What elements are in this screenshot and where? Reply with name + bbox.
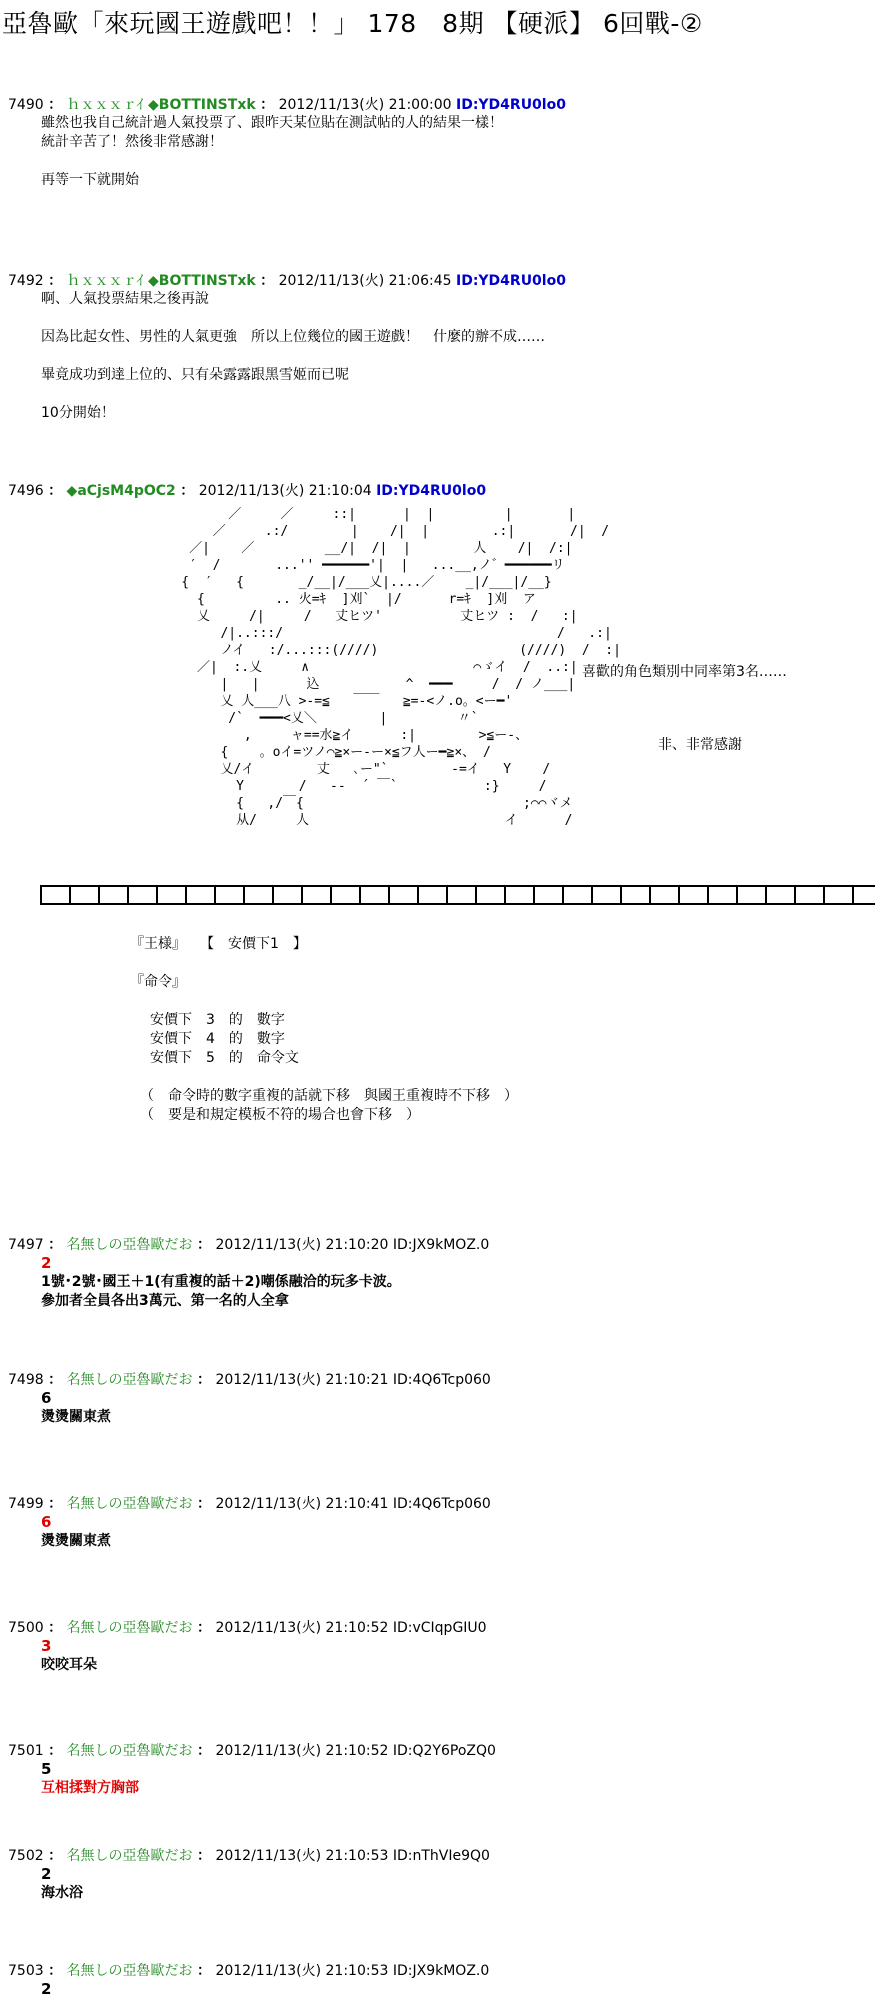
separator: ： [197,1963,211,1979]
separator: ： [48,273,63,289]
post-value: 2 [41,1865,52,1883]
ruler-tick [446,885,448,905]
post-date: 2012/11/13(火) 21:10:53 [215,1848,389,1864]
separator: ： [197,1848,211,1864]
post-line: 10分開始！ [41,405,115,421]
post-date: 2012/11/13(火) 21:10:52 [215,1620,389,1636]
post-value: 2 [41,1254,52,1272]
separator: ： [48,1848,63,1864]
separator: ： [197,1743,211,1759]
separator: ： [48,1237,63,1253]
separator: ： [260,273,275,289]
separator: ： [197,1496,211,1512]
poster-name: ｈｘｘｘｒｲ [66,97,144,113]
post-header [8,272,868,290]
post-date: 2012/11/13(火) 21:10:53 [215,1963,389,1979]
post-7501 [8,1742,868,1798]
post-number[interactable]: 7497 [8,1237,44,1253]
ruler-tick [649,885,651,905]
post-date: 2012/11/13(火) 21:06:45 [278,273,452,289]
poster-name: 名無しの亞魯歐だお [66,1848,193,1864]
post-line: 雖然也我自己統計過人氣投票了、跟昨天某位貼在測試帖的人的結果一樣！ [41,115,503,131]
ruler-tick [40,885,42,905]
post-7502 [8,1847,868,1903]
post-date: 2012/11/13(火) 21:10:41 [215,1496,389,1512]
ruler-tick [98,885,100,905]
post-body [41,1980,868,1999]
separator: ： [48,483,63,499]
ruler-tick [127,885,129,905]
post-date: 2012/11/13(火) 21:10:52 [215,1743,389,1759]
post-7503 [8,1962,868,1999]
post-body [41,114,868,190]
order-line: 安價下 4 的 數字 [150,1031,285,1047]
separator: ： [48,1620,63,1636]
aa-side-text: 喜歡的角色類別中同率第3名…… [582,664,787,680]
post-date: 2012/11/13(火) 21:00:00 [278,97,452,113]
post-number[interactable]: 7500 [8,1620,44,1636]
post-text: 燙燙關東煮 [41,1533,111,1549]
ruler-tick [475,885,477,905]
post-body [41,1637,868,1675]
poster-name: 名無しの亞魯歐だお [66,1620,193,1636]
post-line: 統計辛苦了！然後非常感謝！ [41,134,223,150]
ruler-tick [156,885,158,905]
post-7492 [8,272,868,423]
ruler-tick [736,885,738,905]
post-date: 2012/11/13(火) 21:10:21 [215,1372,389,1388]
separator: ： [48,97,63,113]
post-value: 2 [41,1980,52,1998]
poster-name: 名無しの亞魯歐だお [66,1372,193,1388]
aa-side-text: 非、非常感謝 [658,737,742,753]
ruler-tick [388,885,390,905]
separator: ： [260,97,275,113]
poster-name: 名無しの亞魯歐だお [66,1237,193,1253]
poster-id[interactable]: ID:vCIqpGIU0 [392,1620,487,1636]
post-7499 [8,1495,868,1551]
poster-name: 名無しの亞魯歐だお [66,1496,193,1512]
post-body [41,1760,868,1798]
ruler-tick [794,885,796,905]
post-text: 咬咬耳朵 [41,1657,97,1673]
ruler-tick [243,885,245,905]
ruler-tick [359,885,361,905]
ruler-tick [620,885,622,905]
post-text: 海水浴 [41,1885,83,1901]
thread-title: 亞魯歐「來玩國王遊戲吧！！」 178 8期 【硬派】 6回戰-② [2,9,703,38]
post-line: 再等一下就開始 [41,172,139,188]
post-7498 [8,1371,868,1427]
post-header [8,1371,868,1389]
post-number[interactable]: 7503 [8,1963,44,1979]
post-number[interactable]: 7490 [8,97,44,113]
post-body [41,1513,868,1551]
post-header [8,1847,868,1865]
poster-id[interactable]: ID:JX9kMOZ.0 [392,1963,490,1979]
post-header [8,96,868,114]
post-number[interactable]: 7498 [8,1372,44,1388]
poster-name: ｈｘｘｘｒｲ [66,273,144,289]
note-line: （ 命令時的數字重複的話就下移 與國王重複時不下移 ） [140,1088,518,1104]
order-label: 『命令』 [130,974,186,990]
post-7496 [8,482,868,500]
poster-id[interactable]: ID:4Q6Tcp060 [392,1496,491,1512]
post-header [8,1619,868,1637]
poster-id[interactable]: ID:YD4RU0lo0 [455,97,566,113]
ruler-tick [185,885,187,905]
post-number[interactable]: 7501 [8,1743,44,1759]
separator: ： [180,483,195,499]
ruler-tick [69,885,71,905]
separator: ： [197,1620,211,1636]
ruler-tick [562,885,564,905]
king-label: 『王様』 [130,936,179,952]
command-block [130,935,518,1125]
post-number[interactable]: 7492 [8,273,44,289]
ascii-art: ／ ／ ::| | | | | ／ .:/ | /| | .:| /| / ／| ／ __/| /| | 人 /| /:| ′ / ...'' ━━━━━━'| | ...__,ノ゛━━━━━━リ { ′ { _/__|/___乂|....／ _|/___|/__} { .. 火=ｷ ]刈` |/ r=ｷ ]刈 ア 乂 /| / 丈ヒツ' 丈ヒツ : / :| /|..:::/ / .:| ノイ :/...:::(////) (////) / :| ／| :.乂 ∧ ⌒ゞイ / ..:| | | 込 ^ ━━━ / / ノ___| 乂 人___八 >-=≦ ￣￣ ≧=-<ノ.o。<ー━' /` ━━━<乂＼ | 〃` , ャ==水≧イ :| >≦ー-、 { 。oイ=ツノ⌒≧×ー-ー×≦フ人ー━≧×、 / 乂/イ 丈 ､ー"` -=イ Y / Y / -- ´ ￣` :} / { ,/￣{ ;⌒⌒ヾメ 从/ 人 イ / [181,507,621,828]
post-text: 1號･2號･國王＋1(有重複的話＋2)嘲係融洽的玩多卡波。 參加者全員各出3萬元、第一名的人全拿 [41,1274,401,1309]
post-value: 3 [41,1637,52,1655]
post-date: 2012/11/13(火) 21:10:04 [198,483,372,499]
poster-id[interactable]: ID:YD4RU0lo0 [455,273,566,289]
separator: ： [48,1743,63,1759]
post-header [8,1962,868,1980]
post-7490 [8,96,868,190]
post-7497 [8,1236,868,1311]
poster-id[interactable]: ID:Q2Y6PoZQ0 [392,1743,496,1759]
poster-id[interactable]: ID:4Q6Tcp060 [392,1372,491,1388]
ruler-tick [504,885,506,905]
poster-trip: ◆BOTTINSTxk [148,273,256,289]
post-body [41,1254,868,1311]
post-line: 畢竟成功到達上位的、只有朵露露跟黑雪姬而已呢 [41,367,349,383]
ruler-tick [272,885,274,905]
post-header [8,1742,868,1760]
ruler-tick [591,885,593,905]
poster-id[interactable]: ID:YD4RU0lo0 [376,483,487,499]
separator: ： [48,1372,63,1388]
poster-id[interactable]: ID:nThVIe9Q0 [392,1848,490,1864]
post-value: 5 [41,1760,52,1778]
ruler-tick [678,885,680,905]
post-number[interactable]: 7502 [8,1848,44,1864]
post-value: 6 [41,1513,52,1531]
king-value: 【 安價下1 】 [207,936,307,952]
separator: ： [197,1372,211,1388]
poster-trip: ◆aCjsM4pOC2 [66,483,176,499]
note-line: （ 要是和規定模板不符的場合也會下移 ） [140,1107,420,1123]
poster-name: 名無しの亞魯歐だお [66,1963,193,1979]
ruler-tick [214,885,216,905]
post-number[interactable]: 7499 [8,1496,44,1512]
post-number[interactable]: 7496 [8,483,44,499]
ruler-tick [330,885,332,905]
order-line: 安價下 5 的 命令文 [150,1050,299,1066]
post-date: 2012/11/13(火) 21:10:20 [215,1237,389,1253]
post-text: 燙燙關東煮 [41,1409,111,1425]
poster-name: 名無しの亞魯歐だお [66,1743,193,1759]
ruler-tick [765,885,767,905]
separator: ： [197,1237,211,1253]
post-header [8,1236,868,1254]
ruler-tick [707,885,709,905]
ruler-tick [823,885,825,905]
post-body [41,290,868,423]
post-body [41,1865,868,1903]
post-7500 [8,1619,868,1675]
poster-id[interactable]: ID:JX9kMOZ.0 [392,1237,490,1253]
post-line: 啊、人氣投票結果之後再說 [41,291,209,307]
separator: ： [48,1963,63,1979]
separator: ： [48,1496,63,1512]
poster-trip: ◆BOTTINSTxk [148,97,256,113]
divider-ruler [40,885,875,905]
ruler-tick [533,885,535,905]
post-line: 因為比起女性、男性的人氣更強 所以上位幾位的國王遊戲！ 什麼的辦不成…… [41,329,545,345]
post-value: 6 [41,1389,52,1407]
post-body [41,1389,868,1427]
ruler-tick [301,885,303,905]
post-header [8,1495,868,1513]
ruler-tick [852,885,854,905]
ruler-tick [417,885,419,905]
order-line: 安價下 3 的 數字 [150,1012,285,1028]
post-text: 互相揉對方胸部 [41,1780,139,1796]
post-header [8,482,868,500]
